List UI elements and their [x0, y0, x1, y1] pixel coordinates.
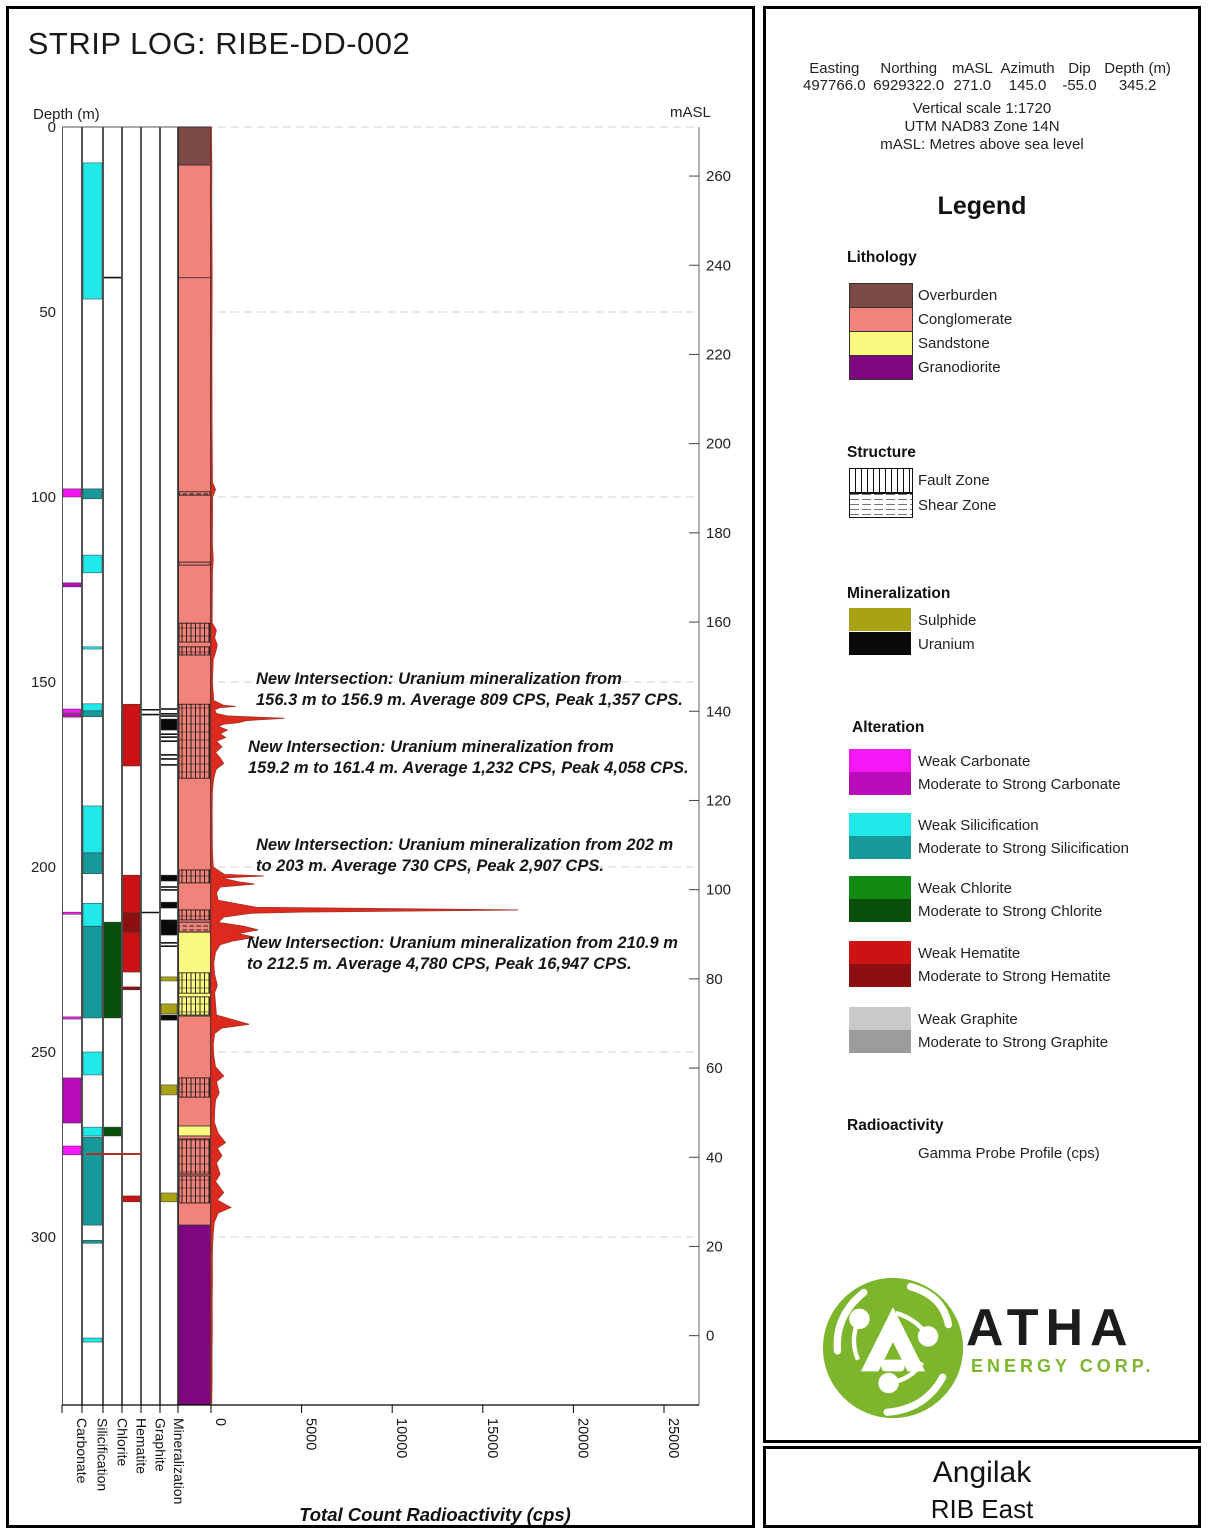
masl-axis	[670, 104, 731, 1405]
swatch-silicification-strong	[849, 836, 911, 859]
masl-tick-label: 40	[706, 1149, 723, 1167]
cps-tick-label: 15000	[483, 1418, 500, 1459]
fault-zone	[179, 1078, 210, 1097]
shear-zone	[179, 492, 210, 495]
carbonate-interval	[63, 912, 81, 914]
mineralization-interval	[161, 920, 177, 935]
title-legend-panel	[763, 6, 1201, 1443]
column-label: Hematite	[133, 1418, 150, 1475]
depth-tick-label: 300	[30, 1229, 56, 1246]
legend-heading-mineralization: Mineralization	[847, 585, 951, 602]
legend-label: Moderate to Strong Chlorite	[918, 903, 1103, 920]
mineralization-interval	[161, 902, 177, 908]
column-graphite	[142, 127, 160, 1405]
mineralization-interval	[161, 1193, 177, 1202]
swatch-granodiorite	[849, 355, 913, 380]
atha-logo-subtext: ENERGY CORP.	[971, 1356, 1155, 1376]
fault-zone	[179, 910, 210, 920]
silicification-interval	[83, 926, 102, 1018]
silicification-interval	[83, 711, 102, 717]
mineralization-interval	[161, 719, 177, 730]
silicification-interval	[83, 806, 102, 853]
cps-axis	[62, 1405, 699, 1525]
lithology-conglomerate	[179, 1016, 211, 1126]
annotation-line: New Intersection: Uranium mineralization from	[256, 670, 622, 688]
hematite-interval	[123, 1196, 140, 1202]
swatch-fault-zone	[849, 468, 913, 493]
lithology-conglomerate	[179, 165, 211, 932]
silicification-interval	[83, 1338, 102, 1342]
carbonate-interval	[63, 1146, 81, 1155]
column-label: Graphite	[152, 1418, 169, 1472]
hematite-interval	[123, 913, 140, 932]
chlorite-interval	[104, 1127, 121, 1136]
silicification-interval	[83, 903, 102, 926]
lithology-sandstone	[179, 1126, 211, 1136]
carbonate-interval	[63, 489, 81, 497]
shear-zone	[179, 922, 210, 932]
masl-tick-label: 100	[706, 881, 732, 899]
masl-tick-label: 60	[706, 1060, 723, 1078]
carbonate-interval	[63, 1078, 81, 1123]
legend-heading-alteration: Alteration	[852, 719, 925, 736]
field-depth: Depth (m) 345.2	[1104, 60, 1171, 94]
fault-zone	[179, 647, 210, 655]
hematite-interval	[123, 704, 140, 766]
chlorite-interval	[104, 922, 121, 1018]
legend-label: Conglomerate	[918, 311, 1013, 328]
map-notes	[763, 100, 1201, 154]
legend-label: Uranium	[918, 636, 975, 653]
field-azimuth: Azimuth 145.0	[1000, 60, 1055, 94]
column-chlorite	[104, 127, 122, 1405]
column-silicification	[83, 127, 103, 1405]
masl-axis-title: mASL	[670, 104, 711, 121]
silicification-interval	[83, 1137, 102, 1225]
column-label: Mineralization	[171, 1418, 187, 1505]
swatch-carbonate-strong	[849, 772, 911, 795]
depth-tick-label: 250	[30, 1044, 56, 1061]
depth-tick-label: 100	[30, 489, 56, 506]
legend-label: Weak Silicification	[918, 817, 1039, 834]
column-track	[142, 127, 160, 1405]
atha-logo-icon	[820, 1275, 966, 1421]
collar-fields	[803, 60, 1171, 94]
legend-label: Gamma Probe Profile (cps)	[918, 1145, 1100, 1162]
legend-label: Fault Zone	[918, 472, 990, 489]
legend-label: Overburden	[918, 287, 998, 304]
silicification-interval	[83, 1240, 102, 1243]
fault-zone	[179, 870, 210, 883]
column-carbonate	[63, 127, 82, 1405]
cps-tick-label: 0	[212, 1418, 228, 1427]
swatch-silicification-weak	[849, 813, 911, 836]
annotation-line: New Intersection: Uranium mineralization from 202 m	[256, 836, 674, 854]
column-mineralization	[161, 127, 178, 1405]
intersection-annotation	[248, 738, 689, 777]
silicification-interval	[83, 489, 102, 499]
column-track	[104, 127, 122, 1405]
column-label: Carbonate	[74, 1418, 90, 1484]
fault-zone	[179, 704, 210, 778]
project-area: RIB East	[930, 1494, 1034, 1524]
page-title: STRIP LOG: RIBE-DD-002	[27, 26, 411, 61]
annotation-line: 156.3 m to 156.9 m. Average 809 CPS, Peak 1,357 CPS.	[256, 691, 683, 709]
legend-heading-lithology: Lithology	[847, 249, 917, 266]
hematite-interval	[123, 932, 140, 972]
legend-label: Moderate to Strong Hematite	[918, 968, 1111, 985]
silicification-interval	[83, 555, 102, 573]
silicification-interval	[83, 647, 102, 649]
silicification-interval	[83, 1127, 102, 1136]
carbonate-interval	[63, 583, 81, 587]
carbonate-interval	[63, 1017, 81, 1019]
annotations	[247, 670, 689, 973]
swatch-conglomerate	[849, 307, 913, 332]
legend-label: Moderate to Strong Graphite	[918, 1034, 1109, 1051]
mineralization-interval	[161, 1085, 177, 1095]
field-easting: Easting 497766.0	[803, 60, 866, 94]
lithology-column	[179, 127, 211, 1405]
fault-zone	[179, 997, 210, 1015]
masl-tick-label: 160	[706, 614, 732, 632]
depth-tick-label: 50	[39, 304, 56, 321]
depth-axis-title: Depth (m)	[33, 106, 100, 123]
masl-tick-label: 140	[706, 703, 732, 721]
gamma-line-swatch	[86, 1153, 142, 1155]
swatch-graphite-strong	[849, 1030, 911, 1053]
legend-heading-structure: Structure	[847, 444, 916, 461]
annotation-line: to 203 m. Average 730 CPS, Peak 2,907 CPS.	[256, 857, 604, 875]
lithology-granodiorite	[179, 1225, 211, 1404]
shear-zone	[179, 562, 210, 565]
depth-tick-label: 0	[47, 119, 56, 136]
legend-label: Shear Zone	[918, 497, 997, 514]
legend-label: Sandstone	[918, 335, 990, 352]
mineralization-interval	[161, 977, 177, 981]
column-hematite	[123, 127, 141, 1405]
annotation-line: 159.2 m to 161.4 m. Average 1,232 CPS, Peak 4,058 CPS.	[248, 759, 689, 777]
depth-tick-label: 200	[30, 859, 56, 876]
intersection-annotation	[256, 836, 673, 875]
masl-tick-label: 260	[706, 168, 732, 186]
fault-zone	[179, 973, 210, 993]
mineralization-interval	[161, 1015, 177, 1020]
legend-title: Legend	[937, 192, 1027, 220]
atha-logo-wordmark: ATHA	[966, 1299, 1135, 1357]
legend-heading-radioactivity: Radioactivity	[847, 1117, 944, 1134]
cps-tick-label: 20000	[574, 1418, 591, 1459]
fault-zone	[179, 623, 210, 642]
project-name: Angilak	[932, 1456, 1032, 1489]
swatch-chlorite-weak	[849, 876, 911, 899]
hematite-interval	[123, 875, 140, 913]
legend-label: Moderate to Strong Silicification	[918, 840, 1129, 857]
cps-tick-label: 10000	[393, 1418, 410, 1459]
annotation-line: New Intersection: Uranium mineralization from	[248, 738, 614, 756]
column-label: Chlorite	[114, 1418, 131, 1467]
swatch-carbonate-weak	[849, 749, 911, 772]
column-track	[63, 127, 82, 1405]
carbonate-interval	[63, 709, 81, 713]
swatch-overburden	[849, 283, 913, 308]
silicification-interval	[83, 704, 102, 711]
swatch-sandstone	[849, 331, 913, 356]
note-masl: mASL: Metres above sea level	[880, 136, 1084, 153]
intersection-annotation	[256, 670, 683, 709]
swatch-hematite-strong	[849, 964, 911, 987]
annotation-line: to 212.5 m. Average 4,780 CPS, Peak 16,947 CPS.	[247, 955, 632, 973]
legend-label: Moderate to Strong Carbonate	[918, 776, 1121, 793]
masl-tick-label: 240	[706, 257, 732, 275]
field-masl: mASL 271.0	[951, 60, 993, 94]
swatch-graphite-weak	[849, 1007, 911, 1030]
cps-tick-label: 5000	[302, 1418, 319, 1451]
masl-tick-label: 180	[706, 524, 732, 542]
swatch-sulphide	[849, 608, 911, 631]
swatch-uranium	[849, 632, 911, 655]
legend-label: Weak Carbonate	[918, 753, 1031, 770]
legend-label: Weak Chlorite	[918, 880, 1012, 897]
hematite-interval	[123, 987, 140, 990]
swatch-chlorite-strong	[849, 899, 911, 922]
carbonate-interval	[63, 714, 81, 717]
masl-tick-label: 20	[706, 1238, 723, 1256]
column-track	[161, 127, 178, 1405]
intersection-annotation	[247, 934, 678, 973]
column-label: Silicification	[94, 1418, 111, 1492]
cps-axis-title: Total Count Radioactivity (cps)	[299, 1504, 571, 1525]
masl-tick-label: 0	[706, 1327, 715, 1345]
silicification-interval	[83, 853, 102, 874]
masl-tick-label: 220	[706, 346, 732, 364]
silicification-interval	[83, 163, 102, 299]
masl-tick-label: 80	[706, 970, 723, 988]
legend-label: Granodiorite	[918, 359, 1001, 376]
field-dip: Dip -55.0	[1062, 60, 1097, 94]
depth-tick-label: 150	[30, 674, 56, 691]
note-scale: Vertical scale 1:1720	[912, 100, 1052, 117]
cps-tick-label: 25000	[665, 1418, 681, 1459]
mineralization-interval	[161, 1004, 177, 1014]
legend-label: Sulphide	[918, 612, 977, 629]
note-datum: UTM NAD83 Zone 14N	[904, 118, 1060, 135]
silicification-interval	[83, 1052, 102, 1075]
lithology-overburden	[179, 127, 211, 165]
legend-label: Weak Hematite	[918, 945, 1021, 962]
mineralization-interval	[161, 875, 177, 881]
field-northing: Northing 6929322.0	[873, 60, 945, 94]
swatch-shear-zone	[849, 493, 913, 518]
legend-label: Weak Graphite	[918, 1011, 1018, 1028]
annotation-line: New Intersection: Uranium mineralization from 210.9 m	[247, 934, 678, 952]
masl-tick-label: 120	[706, 792, 732, 810]
masl-tick-label: 200	[706, 435, 732, 453]
swatch-hematite-weak	[849, 941, 911, 964]
fault-zone	[179, 1139, 210, 1174]
fault-zone	[179, 1176, 210, 1203]
